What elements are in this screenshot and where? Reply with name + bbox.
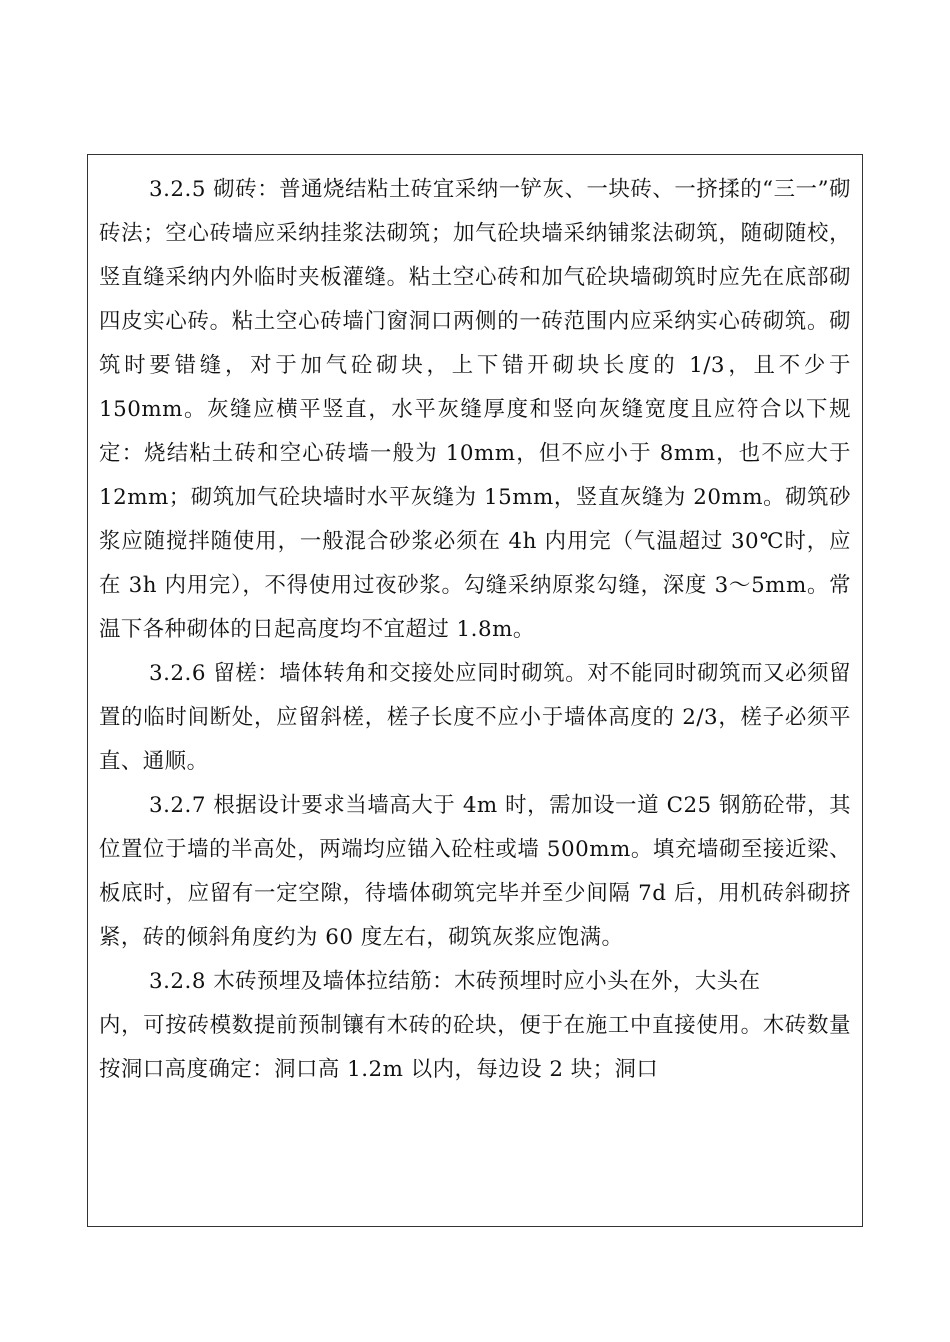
paragraph-3-2-5: 3.2.5 砌砖：普通烧结粘土砖宜采纳一铲灰、一块砖、一挤揉的“三一”砌砖法；空心砖墙应采纳挂浆法砌筑；加气砼块墙采纳铺浆法砌筑，随砌随校，竖直缝采纳内外临时夹板灌缝。粘土空心砖和加气砼块墙砌筑时应先在底部砌四皮实心砖。粘土空心砖墙门窗洞口两侧的一砖范围内应采纳实心砖砌筑。砌筑时要错缝，对于加气砼砌块，上下错开砌块长度的 1/3，且不少于 150mm。灰缝应横平竖直，水平灰缝厚度和竖向灰缝宽度且应符合以下规定：烧结粘土砖和空心砖墙一般为 10mm，但不应小于 8mm，也不应大于 12mm；砌筑加气砼块墙时水平灰缝为 15mm，竖直灰缝为 20mm。砌筑砂浆应随搅拌随使用，一般混合砂浆必须在 4h 内用完（气温超过 30℃时，应在 3h 内用完），不得使用过夜砂浆。勾缝采纳原浆勾缝，深度 3～5mm。常温下各种砌体的日起高度均不宜超过 1.8m。 <box>99 177 851 642</box>
paragraph-3-2-8-start: 3.2.8 木砖预埋及墙体拉结筋：木砖预埋时应小头在外，大头在 <box>149 969 761 994</box>
document-body <box>99 168 851 1092</box>
paragraph-3-2-8-continued: 内，可按砖模数提前预制镶有木砖的砼块，便于在施工中直接使用。木砖数量按洞口高度确定：洞口高 1.2m 以内，每边设 2 块；洞口 <box>99 1013 851 1082</box>
paragraph-3-2-7: 3.2.7 根据设计要求当墙高大于 4m 时，需加设一道 C25 钢筋砼带，其位置位于墙的半高处，两端均应锚入砼柱或墙 500mm。填充墙砌至接近梁、板底时，应留有一定空隙，待墙体砌筑完毕并至少间隔 7d 后，用机砖斜砌挤紧，砖的倾斜角度约为 60 度左右，砌筑灰浆应饱满。 <box>99 793 851 950</box>
paragraph-3-2-6: 3.2.6 留槎：墙体转角和交接处应同时砌筑。对不能同时砌筑而又必须留置的临时间断处，应留斜槎，槎子长度不应小于墙体高度的 2/3，槎子必须平直、通顺。 <box>99 661 851 774</box>
